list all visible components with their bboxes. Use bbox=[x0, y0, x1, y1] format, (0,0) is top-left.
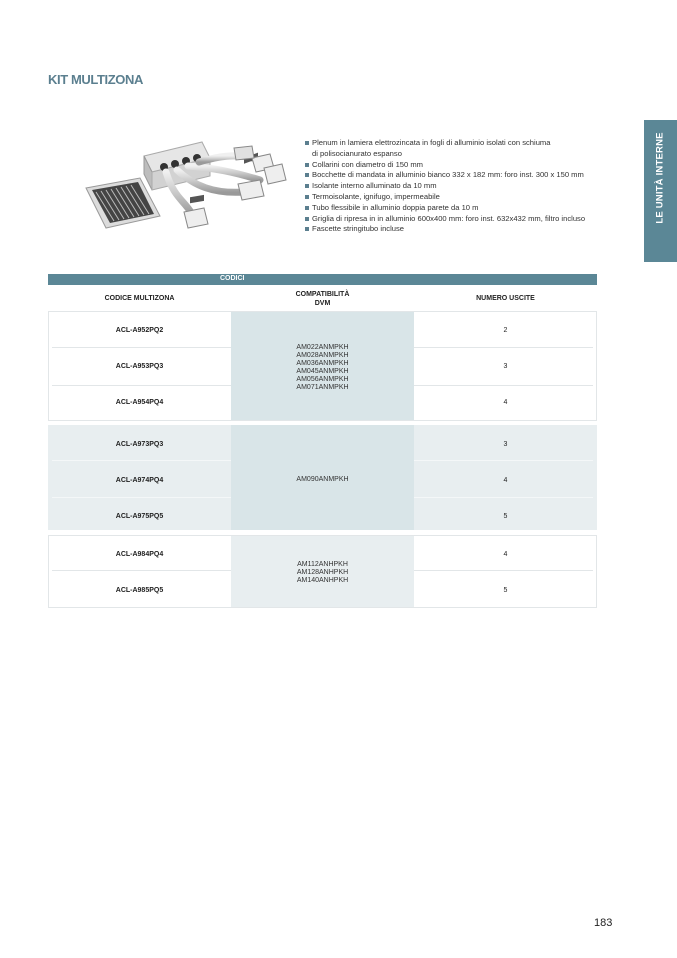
code-cell: ACL-A952PQ2 bbox=[115, 327, 164, 334]
feature-item: Griglia di ripresa in in alluminio 600x400 mm: foro inst. 632x432 mm, filtro incluso bbox=[305, 214, 605, 225]
dvm-model: AM028ANMPKH bbox=[296, 352, 349, 359]
row-divider bbox=[414, 347, 593, 348]
feature-list bbox=[305, 138, 605, 235]
side-tab-label: LE UNITÀ INTERNE bbox=[654, 132, 666, 224]
dvm-list bbox=[231, 344, 414, 392]
outputs-cell: 3 bbox=[503, 363, 508, 370]
row-divider bbox=[52, 347, 231, 348]
row-divider bbox=[52, 460, 231, 461]
dvm-list bbox=[231, 561, 414, 585]
return-grille bbox=[86, 178, 160, 228]
page-title: KIT MULTIZONA bbox=[48, 72, 143, 87]
feature-item: Plenum in lamiera elettrozincata in fogli di alluminio isolati con schiuma bbox=[305, 138, 605, 149]
dvm-model: AM036ANMPKH bbox=[296, 360, 349, 367]
dvm-model: AM045ANMPKH bbox=[296, 368, 349, 375]
outputs-cell: 5 bbox=[503, 513, 508, 520]
outputs-cell: 4 bbox=[503, 551, 508, 558]
code-cell: ACL-A974PQ4 bbox=[115, 477, 164, 484]
outputs-cell: 5 bbox=[503, 587, 508, 594]
feature-item: Bocchette di mandata in alluminio bianco 332 x 182 mm: foro inst. 300 x 150 mm bbox=[305, 170, 605, 181]
row-divider bbox=[52, 570, 231, 571]
header-compat-line1: COMPATIBILITÀ bbox=[295, 291, 350, 298]
code-cell: ACL-A984PQ4 bbox=[115, 551, 164, 558]
code-cell: ACL-A975PQ5 bbox=[115, 513, 164, 520]
dvm-list bbox=[231, 476, 414, 484]
dvm-model: AM056ANMPKH bbox=[296, 376, 349, 383]
outputs-cell: 4 bbox=[503, 477, 508, 484]
outputs-cell: 4 bbox=[503, 399, 508, 406]
feature-item: Collarini con diametro di 150 mm bbox=[305, 160, 605, 171]
dvm-model: AM022ANMPKH bbox=[296, 344, 349, 351]
code-cell: ACL-A985PQ5 bbox=[115, 587, 164, 594]
row-divider bbox=[414, 497, 593, 498]
codici-bar bbox=[48, 274, 597, 285]
product-image bbox=[84, 128, 296, 246]
outputs-cell: 3 bbox=[503, 441, 508, 448]
side-tab-tip bbox=[644, 236, 677, 262]
feature-item: Tubo flessibile in alluminio doppia parete da 10 m bbox=[305, 203, 605, 214]
row-divider bbox=[52, 385, 231, 386]
page-number: 183 bbox=[594, 917, 613, 929]
dvm-model: AM112ANHPKH bbox=[297, 561, 348, 568]
row-divider bbox=[52, 497, 231, 498]
dvm-model: AM140ANHPKH bbox=[296, 577, 349, 584]
code-cell: ACL-A954PQ4 bbox=[115, 399, 164, 406]
outputs-cell: 2 bbox=[503, 327, 508, 334]
feature-item: Termoisolante, ignifugo, impermeabile bbox=[305, 192, 605, 203]
codici-label: CODICI bbox=[220, 275, 245, 282]
dvm-model: AM128ANHPKH bbox=[296, 569, 349, 576]
feature-item: Fascette stringitubo incluse bbox=[305, 224, 605, 235]
row-divider bbox=[414, 385, 593, 386]
code-cell: ACL-A973PQ3 bbox=[115, 441, 164, 448]
row-divider bbox=[414, 460, 593, 461]
header-compat-line2: DVM bbox=[314, 300, 331, 307]
code-cell: ACL-A953PQ3 bbox=[115, 363, 164, 370]
feature-item: Isolante interno alluminato da 10 mm bbox=[305, 181, 605, 192]
dvm-model: AM090ANMPKH bbox=[296, 476, 349, 483]
header-code: CODICE MULTIZONA bbox=[104, 295, 175, 302]
header-compat bbox=[231, 290, 414, 308]
header-outputs: NUMERO USCITE bbox=[476, 295, 535, 302]
feature-item-continued: di polisocianurato espanso bbox=[312, 148, 402, 158]
row-divider bbox=[414, 570, 593, 571]
dvm-model: AM071ANMPKH bbox=[296, 384, 349, 391]
